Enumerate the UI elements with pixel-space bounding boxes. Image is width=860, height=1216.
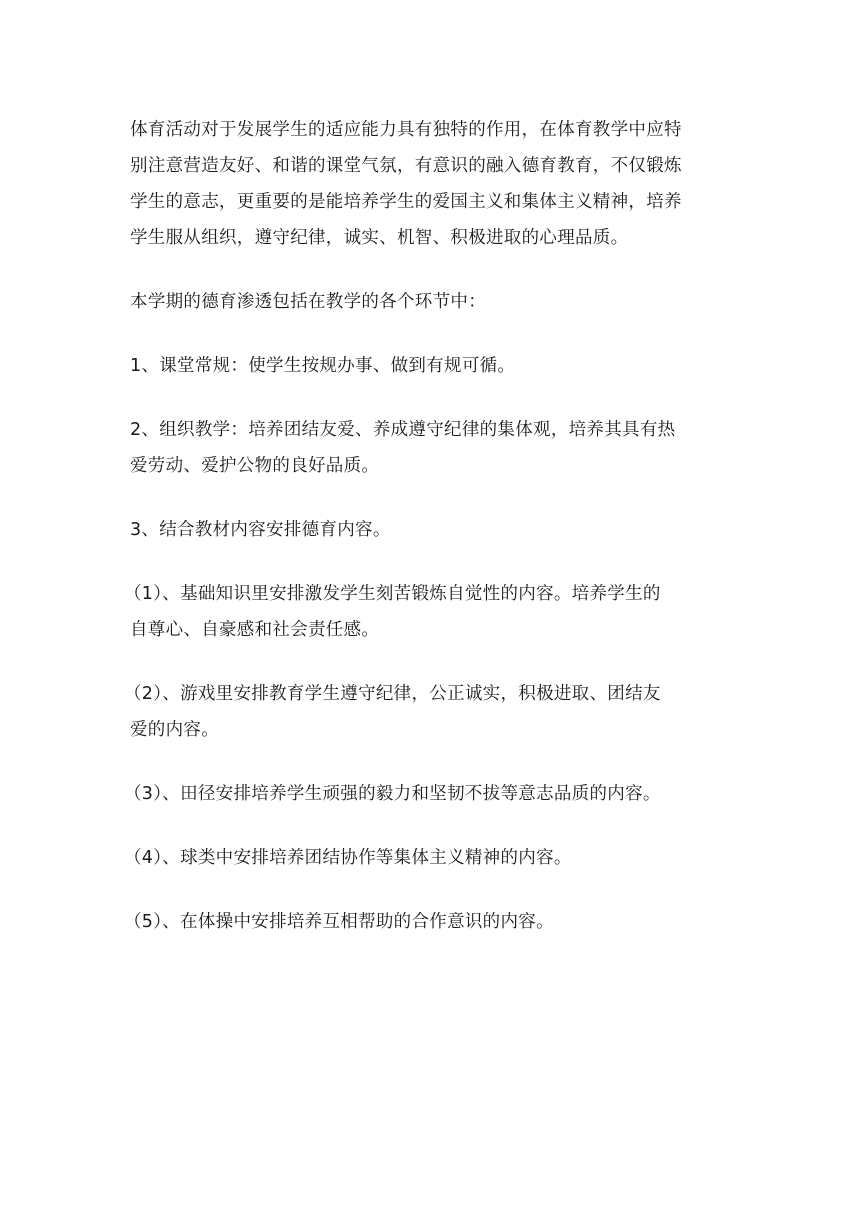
text-line: 自尊心、自豪感和社会责任感。 [130,620,380,640]
paragraph-gap [130,320,730,348]
paragraph-gap [130,384,730,412]
sub-item-5: （5）、在体操中安排培养互相帮助的合作意识的内容。 [124,912,554,932]
sub-item-3: （3）、田径安排培养学生顽强的毅力和坚韧不拔等意志品质的内容。 [124,784,661,804]
intro-paragraph [130,112,730,256]
paragraph-gap [130,812,730,840]
paragraph-gap [130,256,730,284]
text-line: 爱的内容。 [130,720,219,740]
paragraph-gap [130,876,730,904]
list-item-1: 1、课堂常规：使学生按规办事、做到有规可循。 [130,356,516,376]
document-body [124,112,730,940]
text-line: （2）、游戏里安排教育学生遵守纪律，公正诚实，积极进取、团结友 [124,684,661,704]
paragraph-gap [130,484,730,512]
text-line: 体育活动对于发展学生的适应能力具有独特的作用，在体育教学中应特 [130,120,682,140]
text-line: 学生服从组织，遵守纪律，诚实、机智、积极进取的心理品质。 [130,228,629,248]
paragraph-gap [130,548,730,576]
text-line: （1）、基础知识里安排激发学生刻苦锻炼自觉性的内容。培养学生的 [124,584,661,604]
text-line: 2、组织教学：培养团结友爱、养成遵守纪律的集体观，培养其具有热 [130,420,676,440]
text-line: 爱劳动、爱护公物的良好品质。 [130,456,380,476]
list-item-3: 3、结合教材内容安排德育内容。 [130,520,391,540]
sub-item-1 [124,576,730,648]
text-line: 别注意营造友好、和谐的课堂气氛，有意识的融入德育教育，不仅锻炼 [130,156,682,176]
sub-item-4: （4）、球类中安排培养团结协作等集体主义精神的内容。 [124,848,572,868]
paragraph-gap [130,748,730,776]
text-line: 学生的意志，更重要的是能培养学生的爱国主义和集体主义精神，培养 [130,192,682,212]
sub-item-2 [124,676,730,748]
list-item-2 [130,412,730,484]
paragraph-gap [130,648,730,676]
lead-paragraph: 本学期的德育渗透包括在教学的各个环节中： [130,292,486,312]
